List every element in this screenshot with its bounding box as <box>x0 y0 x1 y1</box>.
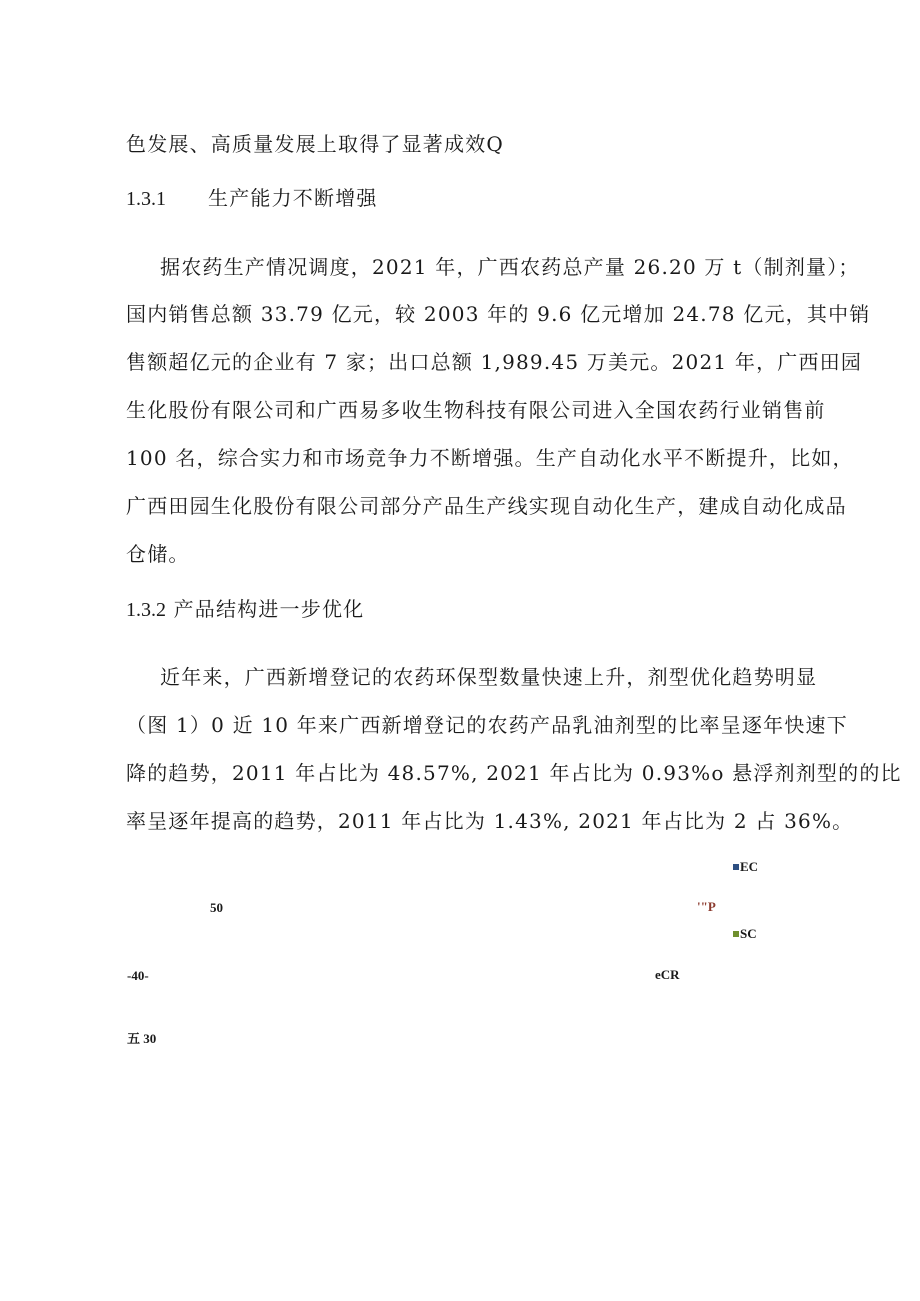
legend-swatch <box>733 864 739 870</box>
section-title: 产品结构进一步优化 <box>173 597 365 621</box>
paragraph-line: 仓储。 <box>126 542 190 566</box>
paragraph-line: 国内销售总额 33.79 亿元，较 2003 年的 9.6 亿元增加 24.78 亿元，其中销 <box>126 302 871 326</box>
paragraph-line: （图 1）0 近 10 年来广西新增登记的农药产品乳油剂型的比率呈逐年快速下 <box>126 713 848 737</box>
legend-entry-sc: SC <box>733 926 757 942</box>
paragraph-line: 广西田园生化股份有限公司部分产品生产线实现自动化生产，建成自动化成品 <box>126 494 847 518</box>
paragraph-line: 100 名，综合实力和市场竞争力不断增强。生产自动化水平不断提升，比如， <box>126 446 854 470</box>
section-heading-1-3-2 <box>126 595 364 624</box>
section-number: 1.3.1 <box>126 188 166 210</box>
y-tick-label: -40- <box>127 968 149 983</box>
paragraph-line: 生化股份有限公司和广西易多收生物科技有限公司进入全国农药行业销售前 <box>126 398 826 422</box>
legend-swatch <box>733 931 739 937</box>
section-heading-1-3-1 <box>126 184 378 213</box>
paragraph-line: 率呈逐年提高的趋势，2011 年占比为 1.43%, 2021 年占比为 2 占 36%。 <box>126 809 854 833</box>
paragraph-line: 售额超亿元的企业有 7 家；出口总额 1,989.45 万美元。2021 年，广西田园 <box>126 350 863 374</box>
section-title: 生产能力不断增强 <box>208 186 378 210</box>
paragraph-line: 降的趋势，2011 年占比为 48.57%, 2021 年占比为 0.93%o 悬浮剂剂型的的比 <box>126 761 902 785</box>
legend-entry-p: '"P <box>697 899 716 914</box>
paragraph-line: 近年来，广西新增登记的农药环保型数量快速上升，剂型优化趋势明显 <box>160 665 818 689</box>
paragraph-line: 据农药生产情况调度，2021 年，广西农药总产量 26.20 万 t（制剂量）； <box>160 255 860 279</box>
y-tick-label: 50 <box>210 900 223 915</box>
legend-entry-ec: EC <box>733 859 758 875</box>
section-number: 1.3.2 <box>126 599 166 621</box>
y-tick-label: 五 30 <box>127 1031 157 1046</box>
paragraph-continuation: 色发展、高质量发展上取得了显著成效Q <box>126 132 504 156</box>
legend-entry-ecr: eCR <box>655 967 680 982</box>
